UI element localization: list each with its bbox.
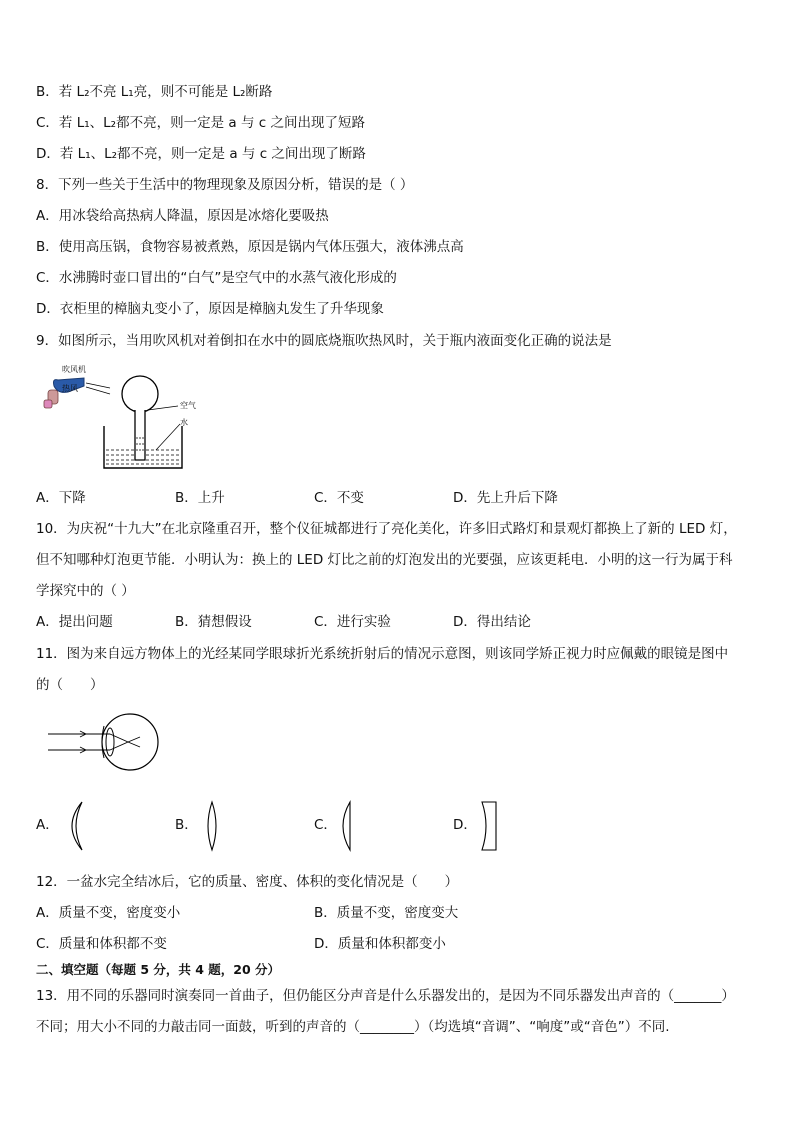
q12-option-a: A．质量不变，密度变小 <box>36 905 181 921</box>
q13-line-2: 不同；用大小不同的力敲击同一面鼓，听到的声音的（________）（均选填“音调”、“响度”或“音色”）不同. <box>36 1019 670 1035</box>
q9-option-a: A．下降 <box>36 490 86 506</box>
lens-d-icon <box>480 800 500 852</box>
q9-option-d: D．先上升后下降 <box>453 490 558 506</box>
q11-option-b: B． <box>175 817 198 833</box>
q10-line-3: 学探究中的（ ） <box>36 583 135 599</box>
q10-line-2: 但不知哪种灯泡更节能．小明认为：换上的 LED 灯比之前的灯泡发出的光要强，应该更耗电．小明的这一行为属于科 <box>36 552 733 568</box>
q12-stem: 12．一盆水完全结冰后，它的质量、密度、体积的变化情况是（ ） <box>36 874 459 890</box>
q8-option-d: D．衣柜里的樟脑丸变小了，原因是樟脑丸发生了升华现象 <box>36 301 384 317</box>
q11-line-1: 11．图为来自远方物体上的光经某同学眼球折光系统折射后的情况示意图，则该同学矫正视力时应佩戴的眼镜是图中 <box>36 646 729 662</box>
q12-option-d: D．质量和体积都变小 <box>314 936 446 952</box>
q12-option-c: C．质量和体积都不变 <box>36 936 167 952</box>
section-2-heading: 二、填空题（每题 5 分，共 4 题，20 分） <box>36 962 281 977</box>
q12-option-b: B．质量不变，密度变大 <box>314 905 459 921</box>
lens-a-icon <box>62 800 86 852</box>
q9-option-c: C．不变 <box>314 490 364 506</box>
q10-option-d: D．得出结论 <box>453 614 531 630</box>
q9-label-dryer: 吹风机 <box>62 365 86 374</box>
q8-option-b: B．使用高压锅，食物容易被煮熟，原因是锅内气体压强大，液体沸点高 <box>36 239 464 255</box>
q10-line-1: 10．为庆祝“十九大”在北京隆重召开，整个仪征城都进行了亮化美化，许多旧式路灯和景观灯都换上了新的 LED 灯， <box>36 521 737 537</box>
q11-line-2: 的（ ） <box>36 677 104 693</box>
q13-line-1: 13．用不同的乐器同时演奏同一首曲子，但仍能区分声音是什么乐器发出的，是因为不同乐器发出声音的（_______） <box>36 988 735 1004</box>
lens-c-icon <box>338 800 358 852</box>
q9-label-air: 空气 <box>180 401 196 410</box>
q9-label-hot-air: 热风 <box>62 384 78 393</box>
q10-option-b: B．猜想假设 <box>175 614 252 630</box>
lens-b-icon <box>202 800 222 852</box>
q7-option-b: B．若 L₂不亮 L₁亮，则不可能是 L₂断路 <box>36 84 273 100</box>
q9-stem: 9．如图所示，当用吹风机对着倒扣在水中的圆底烧瓶吹热风时，关于瓶内液面变化正确的说法是 <box>36 333 612 349</box>
q9-label-water: 水 <box>180 418 188 427</box>
q9-option-b: B．上升 <box>175 490 225 506</box>
q10-option-a: A．提出问题 <box>36 614 113 630</box>
q11-option-a: A． <box>36 817 59 833</box>
q7-option-d: D．若 L₁、L₂都不亮，则一定是 a 与 c 之间出现了断路 <box>36 146 366 162</box>
q8-option-a: A．用冰袋给高热病人降温，原因是冰熔化要吸热 <box>36 208 329 224</box>
q11-option-d: D． <box>453 817 477 833</box>
q10-option-c: C．进行实验 <box>314 614 391 630</box>
q8-option-c: C．水沸腾时壶口冒出的“白气”是空气中的水蒸气液化形成的 <box>36 270 397 286</box>
q11-option-c: C． <box>314 817 337 833</box>
q8-stem: 8．下列一些关于生活中的物理现象及原因分析，错误的是（ ） <box>36 177 414 193</box>
q11-eye-figure <box>44 712 164 772</box>
q7-option-c: C．若 L₁、L₂都不亮，则一定是 a 与 c 之间出现了短路 <box>36 115 365 131</box>
